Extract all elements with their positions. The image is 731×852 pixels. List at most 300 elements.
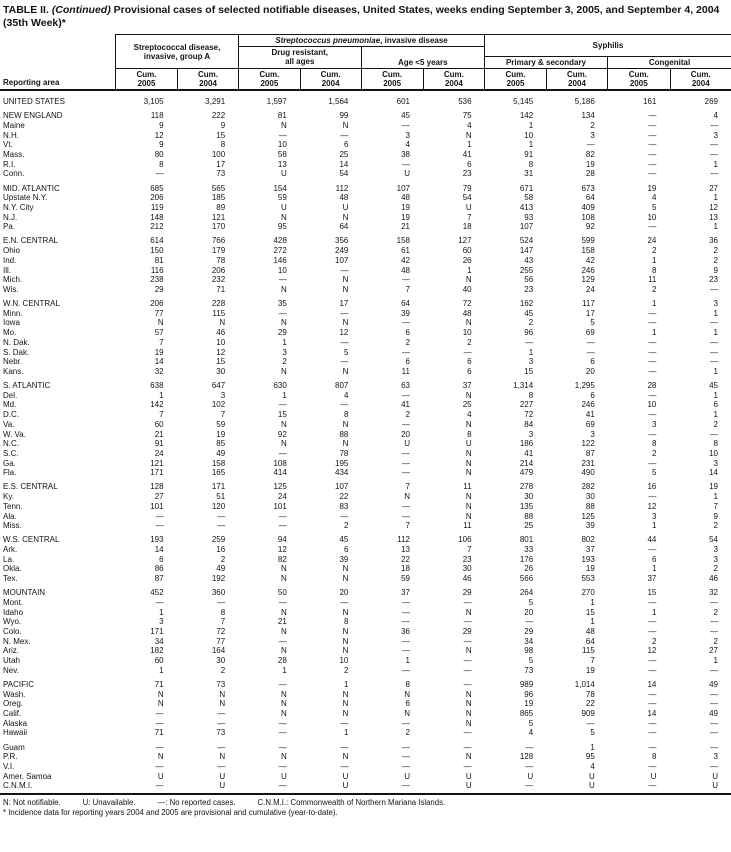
cell-value: 8 (713, 439, 718, 449)
cell-value: 2 (405, 410, 410, 420)
cell-value: 41 (585, 410, 595, 420)
cell-value: 30 (216, 366, 226, 376)
cell-value: 2 (713, 246, 718, 256)
cell-value: — (648, 120, 657, 130)
cell-value: N (342, 419, 349, 429)
cell-value: 14 (154, 357, 164, 367)
cell-value: 1 (713, 366, 718, 376)
row-area-label: W.S. CENTRAL (3, 535, 60, 545)
cell-value: 1 (467, 265, 472, 275)
cell-value: N (404, 689, 410, 699)
cell-value: 246 (581, 400, 595, 410)
row-area-label: R.I. (3, 159, 16, 169)
cell-value: N (342, 607, 349, 617)
cell-value: 360 (211, 588, 226, 598)
cell-value: 232 (211, 275, 226, 285)
table-row (0, 410, 731, 420)
cell-value: 44 (647, 535, 657, 545)
row-area-label: NEW ENGLAND (3, 111, 63, 121)
cell-value: 24 (647, 236, 657, 246)
cell-value: 19 (709, 482, 718, 492)
cell-value: — (709, 357, 718, 367)
cell-value: 39 (585, 521, 595, 531)
cell-value: 222 (211, 111, 226, 121)
cell-value: 565 (211, 183, 226, 193)
cell-value: 4 (405, 140, 410, 150)
cell-value: 14 (709, 468, 718, 478)
table-row (0, 535, 731, 545)
cell-value: — (401, 419, 410, 429)
table-row (0, 169, 731, 179)
cell-value: 3 (282, 347, 287, 357)
cell-value: — (463, 665, 472, 675)
cell-value: 34 (154, 636, 164, 646)
cell-value: 2 (405, 728, 410, 738)
cell-value: 10 (524, 130, 534, 140)
row-area-label: La. (3, 554, 15, 564)
cum-row-primary-secondary (485, 69, 607, 89)
cell-value: 9 (159, 120, 164, 130)
cell-value: 1 (651, 299, 657, 309)
cell-value: 409 (581, 202, 595, 212)
cell-value: 1 (159, 665, 164, 675)
cell-value: 20 (585, 366, 595, 376)
cell-value: — (463, 680, 472, 689)
cell-value: 1 (651, 607, 657, 617)
table-row (0, 521, 731, 531)
cell-value: 165 (211, 468, 226, 478)
cell-value: — (340, 357, 349, 367)
cell-value: 48 (339, 193, 349, 203)
cell-value: 186 (519, 439, 534, 449)
cell-value: N (404, 709, 410, 719)
cell-value: 1 (467, 140, 472, 150)
cell-value: 19 (585, 665, 595, 675)
cell-value: — (401, 318, 410, 328)
cell-value: 164 (211, 646, 226, 656)
cell-value: 73 (524, 665, 534, 675)
cell-value: N (219, 752, 226, 762)
cell-value: — (401, 742, 410, 752)
table-body (0, 91, 731, 791)
cell-value: 112 (397, 535, 410, 545)
cell-value: 78 (585, 689, 595, 699)
cell-value: — (340, 742, 349, 752)
cell-value: 45 (339, 535, 349, 545)
cell-value: N (465, 752, 472, 762)
cell-value: 1 (713, 390, 718, 400)
cell-value: — (401, 781, 410, 791)
cell-value: 96 (524, 689, 534, 699)
cell-value: — (401, 501, 410, 511)
cell-value: 31 (524, 169, 534, 179)
cell-value: 1 (713, 222, 718, 232)
cell-value: 28 (585, 169, 595, 179)
table-row (0, 617, 731, 627)
cell-value: 14 (339, 159, 349, 169)
cell-value: — (278, 511, 287, 521)
table-row (0, 728, 731, 738)
cum-label: Cum. (443, 70, 464, 79)
cell-value: 63 (401, 381, 410, 391)
row-area-label: D.C. (3, 410, 19, 420)
cell-value: 16 (216, 545, 226, 555)
cell-value: 48 (585, 627, 595, 637)
row-area-label: N. Mex. (3, 636, 31, 646)
cell-value: N (219, 699, 226, 709)
cell-value: 12 (647, 646, 657, 656)
cell-value: — (278, 742, 287, 752)
cell-value: 238 (150, 275, 164, 285)
cell-value: 78 (339, 448, 349, 458)
cell-value: 119 (150, 202, 164, 212)
row-area-label: Wyo. (3, 617, 22, 627)
cell-value: U (404, 169, 410, 179)
pneumo-subgroups (239, 47, 484, 89)
cell-value: N (157, 689, 164, 699)
cell-value: 2 (220, 554, 226, 564)
cell-value: — (401, 159, 410, 169)
cell-value: 15 (647, 588, 657, 598)
cell-value: 10 (277, 265, 287, 275)
cell-value: N (281, 699, 287, 709)
cell-value: 170 (211, 222, 226, 232)
cell-value: 10 (277, 140, 287, 150)
cell-value: — (709, 718, 718, 728)
cell-value: U (404, 771, 410, 781)
cell-value: — (525, 337, 534, 347)
cell-value: 264 (519, 588, 534, 598)
cell-value: 1 (343, 728, 349, 738)
cell-value: 108 (273, 458, 287, 468)
cell-value: 7 (713, 501, 718, 511)
cell-value: 6 (467, 357, 472, 367)
cell-value: N (342, 439, 349, 449)
cell-value: 2 (713, 636, 718, 646)
cell-value: 49 (709, 709, 718, 719)
cell-value: 128 (150, 482, 164, 492)
cell-value: 1,597 (266, 97, 287, 106)
cell-value: N (219, 318, 226, 328)
cell-value: 5 (651, 202, 657, 212)
cell-value: N (465, 390, 472, 400)
cell-value: 15 (216, 130, 226, 140)
cell-value: 46 (709, 574, 718, 584)
table-row (0, 502, 731, 512)
cell-value: N (281, 709, 287, 719)
cell-value: 630 (273, 381, 287, 391)
cell-value: 356 (335, 236, 349, 246)
cell-value: 72 (216, 627, 226, 637)
cell-value: N (157, 699, 164, 709)
row-area-label: PACIFIC (3, 680, 34, 689)
column-header-cum-2004 (546, 69, 607, 89)
cell-value: — (525, 762, 534, 771)
row-area-label: Kans. (3, 366, 24, 376)
row-area-label: Conn. (3, 169, 25, 179)
cell-value: 1 (159, 390, 164, 400)
column-header-age-under-5 (362, 47, 485, 69)
cum-label: Cum. (382, 70, 403, 79)
cell-value: N (157, 752, 164, 762)
legend-item: C.N.M.I.: Commonwealth of Northern Mariana Islands. (257, 798, 446, 808)
cell-value: — (648, 617, 657, 627)
cell-value: — (401, 617, 410, 627)
cell-value: 32 (709, 588, 718, 598)
column-group-strep-pneumoniae (239, 35, 485, 89)
cell-value: U (281, 202, 287, 212)
cell-value: 102 (211, 400, 226, 410)
cell-value: 71 (154, 728, 164, 738)
cell-value: 93 (524, 212, 534, 222)
table-row (0, 574, 731, 584)
cell-value: 7 (467, 212, 472, 222)
table-header (0, 34, 731, 91)
cell-value: N (465, 458, 472, 468)
cell-value: 49 (216, 564, 226, 574)
pneumo-rest-label: , invasive disease (380, 36, 448, 45)
year-label: 2005 (383, 79, 402, 88)
cell-value: 158 (396, 236, 410, 246)
cell-value: 37 (401, 588, 410, 598)
cell-value: 638 (150, 381, 164, 391)
title-prefix: TABLE II. (3, 4, 49, 16)
cell-value: 39 (401, 308, 410, 318)
cell-value: 13 (277, 159, 287, 169)
row-area-label: Del. (3, 390, 18, 400)
cell-value: 5,145 (513, 97, 534, 106)
cell-value: 28 (647, 381, 657, 391)
cell-value: N (281, 646, 287, 656)
cell-value: 2 (282, 357, 287, 367)
cell-value: 246 (581, 265, 595, 275)
cell-value: 37 (462, 381, 472, 391)
cell-value: 6 (590, 357, 595, 367)
cell-value: 24 (585, 284, 595, 294)
cell-value: N (465, 275, 472, 285)
cell-value: 42 (585, 255, 595, 265)
cell-value: — (709, 699, 718, 709)
cell-value: N (281, 564, 287, 574)
cell-value: 73 (216, 680, 226, 689)
cell-value: N (342, 275, 349, 285)
cell-value: N (342, 709, 349, 719)
cell-value: — (709, 318, 718, 328)
cell-value: 135 (519, 501, 534, 511)
cell-value: — (709, 742, 718, 752)
cell-value: 9 (220, 120, 226, 130)
cell-value: 71 (154, 680, 164, 689)
cell-value: 8 (343, 410, 349, 420)
cell-value: 2 (405, 337, 410, 347)
cell-value: 206 (150, 299, 164, 309)
cell-value: 112 (335, 183, 349, 193)
cell-value: 10 (339, 656, 349, 666)
cell-value: 3 (713, 554, 718, 564)
cell-value: — (648, 458, 657, 468)
cell-value: — (648, 318, 657, 328)
table-row (0, 762, 731, 772)
cell-value: N (281, 419, 287, 429)
cell-value: 19 (401, 202, 410, 212)
cell-value: N (465, 607, 472, 617)
cell-value: 54 (709, 535, 718, 545)
cell-value: 6 (159, 554, 164, 564)
cell-value: 1 (713, 159, 718, 169)
cell-value: 270 (581, 588, 595, 598)
cell-value: U (712, 771, 718, 781)
cell-value: 179 (211, 246, 226, 256)
cell-value: — (155, 781, 164, 791)
cell-value: 9 (713, 511, 718, 521)
cell-value: 118 (150, 111, 164, 121)
cell-value: 8 (651, 439, 657, 449)
cell-value: 4 (343, 390, 349, 400)
cell-value: N (342, 627, 349, 637)
cell-value: 107 (396, 183, 410, 193)
cell-value: — (709, 337, 718, 347)
row-area-label: Oreg. (3, 699, 24, 709)
cell-value: U (219, 771, 226, 781)
row-area-label: Fla. (3, 468, 17, 478)
cell-value: U (465, 771, 472, 781)
cell-value: — (648, 762, 657, 771)
cum-label: Cum. (690, 70, 711, 79)
cell-value: 26 (524, 564, 534, 574)
cell-value: 3 (713, 130, 718, 140)
cell-value: 7 (405, 284, 410, 294)
cell-value: 20 (401, 429, 410, 439)
cell-value: 13 (401, 545, 410, 555)
cell-value: — (648, 169, 657, 179)
row-area-label: Ga. (3, 458, 16, 468)
cell-value: 1 (590, 742, 595, 752)
cell-value: 100 (211, 149, 226, 159)
column-header-cum-2005 (239, 69, 300, 89)
cell-value: 7 (220, 617, 226, 627)
cell-value: 10 (647, 212, 657, 222)
column-group-syphilis (485, 35, 731, 89)
cell-value: 4 (467, 410, 472, 420)
cell-value: — (401, 468, 410, 478)
cell-value: 5 (528, 598, 534, 607)
cell-value: 107 (335, 482, 349, 492)
cell-value: — (648, 366, 657, 376)
table-row (0, 420, 731, 430)
cell-value: 206 (211, 265, 226, 275)
cell-value: 88 (339, 429, 349, 439)
cell-value: 60 (462, 246, 472, 256)
cell-value: N (465, 419, 472, 429)
year-label: 2005 (260, 79, 279, 88)
row-area-label: Minn. (3, 308, 23, 318)
cell-value: 85 (216, 439, 226, 449)
cell-value: 87 (585, 448, 595, 458)
cell-value: 11 (648, 275, 657, 285)
table-row (0, 357, 731, 367)
cell-value: 57 (154, 328, 164, 338)
cell-value: 121 (211, 212, 226, 222)
table-row (0, 97, 731, 107)
row-area-label: Amer. Samoa (3, 771, 52, 781)
table-row (0, 275, 731, 285)
cell-value: 7 (405, 521, 410, 531)
cell-value: 171 (150, 627, 164, 637)
cell-value: 19 (216, 429, 226, 439)
column-group-primary-secondary (485, 57, 608, 89)
cell-value: 36 (709, 236, 718, 246)
cell-value: 121 (150, 458, 164, 468)
cell-value: 3 (159, 617, 164, 627)
cell-value: 1,564 (328, 97, 349, 106)
cell-value: 49 (709, 680, 718, 689)
cell-value: N (465, 501, 472, 511)
primary-secondary-label: Primary & secondary (505, 58, 587, 67)
cell-value: 19 (647, 183, 657, 193)
table-row (0, 699, 731, 709)
cell-value: 42 (401, 255, 410, 265)
cell-value: — (648, 140, 657, 150)
cell-value: 8 (528, 159, 534, 169)
cell-value: — (648, 665, 657, 675)
cell-value: 108 (581, 212, 595, 222)
row-area-label: Wis. (3, 284, 19, 294)
row-area-label: S. Dak. (3, 347, 30, 357)
cell-value: 536 (458, 97, 472, 106)
table-row (0, 213, 731, 223)
cell-value: 61 (401, 246, 410, 256)
cell-value: 6 (405, 328, 410, 338)
row-area-label: N. Dak. (3, 337, 30, 347)
cell-value: 171 (211, 482, 226, 492)
cell-value: 7 (159, 337, 164, 347)
cell-value: 8 (467, 429, 472, 439)
row-area-label: P.R. (3, 752, 18, 762)
cell-value: — (401, 347, 410, 357)
cell-value: 17 (216, 159, 226, 169)
row-area-label: Okla. (3, 564, 22, 574)
cell-value: 146 (273, 255, 287, 265)
cell-value: 3 (651, 419, 657, 429)
cell-value: 34 (524, 636, 534, 646)
cell-value: — (709, 728, 718, 738)
cell-value: 24 (154, 448, 164, 458)
cell-value: N (281, 627, 287, 637)
column-group-age-under-5 (362, 47, 485, 89)
cum-label: Cum. (136, 70, 157, 79)
column-header-reporting-area: Reporting area (3, 78, 60, 87)
cell-value: 58 (524, 193, 534, 203)
cell-value: — (463, 742, 472, 752)
cell-value: 91 (524, 149, 534, 159)
row-area-label: Alaska (3, 718, 28, 728)
cell-value: 865 (519, 709, 534, 719)
cell-value: 158 (581, 246, 595, 256)
year-label: 2004 (444, 79, 463, 88)
cell-value: 212 (150, 222, 164, 232)
cell-value: — (648, 130, 657, 140)
cell-value: — (340, 400, 349, 410)
cell-value: — (340, 762, 349, 771)
cell-value: N (342, 564, 349, 574)
table-row (0, 430, 731, 440)
cell-value: 193 (150, 535, 164, 545)
table-row (0, 743, 731, 753)
cell-value: — (155, 521, 164, 531)
cell-value: 185 (211, 193, 226, 203)
cell-value: 40 (462, 284, 472, 294)
cell-value: N (465, 492, 472, 502)
